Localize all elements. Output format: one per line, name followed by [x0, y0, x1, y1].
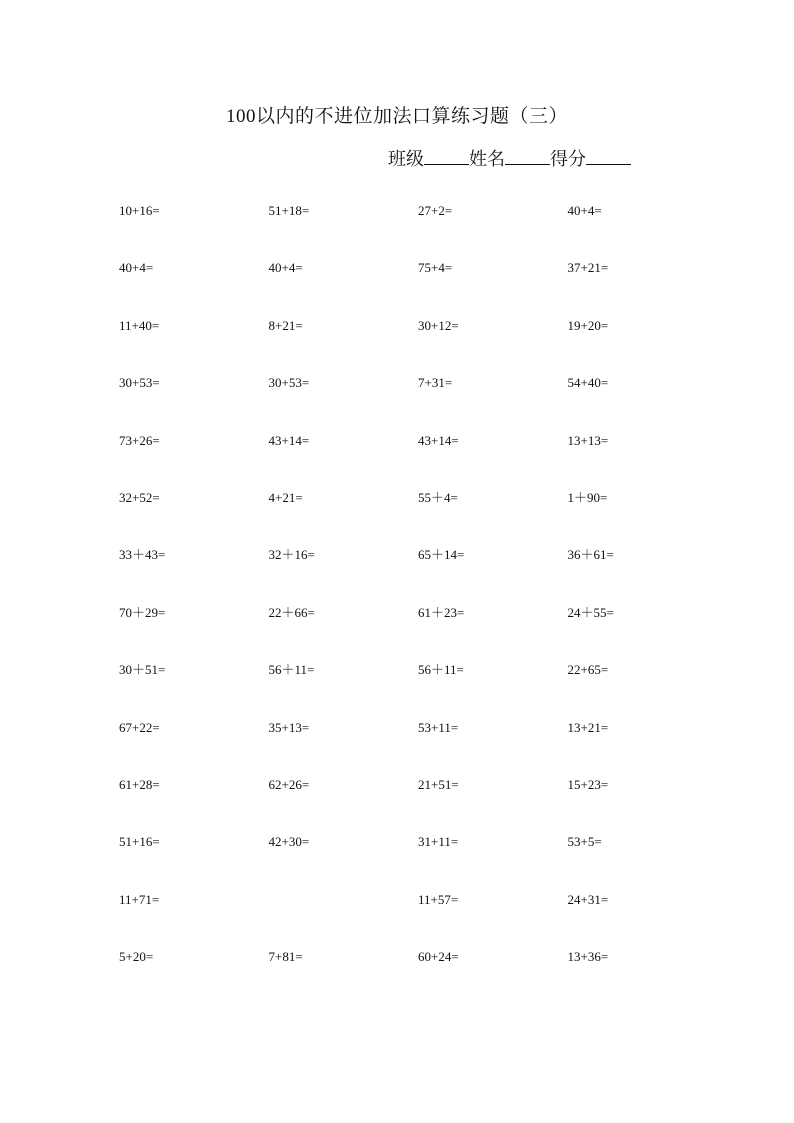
- problem-item: 53+11=: [418, 719, 459, 735]
- problem-row: [119, 947, 719, 1004]
- problem-grid: [119, 201, 719, 1004]
- problem-item: 75+4=: [418, 260, 453, 276]
- problem-item: 22＋66=: [268, 604, 315, 620]
- problem-item: 73+26=: [119, 432, 160, 448]
- problem-item: 11+71=: [119, 891, 160, 907]
- problem-item: 19+20=: [567, 317, 609, 333]
- student-info-line: [388, 146, 631, 172]
- problem-item: 35+13=: [268, 719, 310, 735]
- problem-item: 22+65=: [567, 662, 609, 678]
- problem-item: 30+53=: [119, 375, 160, 391]
- worksheet-title: 100以内的不进位加法口算练习题（三）: [225, 106, 568, 127]
- problem-item: 7+81=: [268, 949, 303, 965]
- problem-item: 13+13=: [567, 432, 609, 448]
- problem-row: [119, 832, 719, 889]
- problem-row: [119, 603, 719, 660]
- problem-item: 21+51=: [418, 776, 459, 792]
- problem-item: 40+4=: [119, 260, 154, 276]
- problem-row: [119, 775, 719, 832]
- problem-item: 40+4=: [268, 260, 303, 276]
- problem-item: 56＋11=: [418, 662, 464, 678]
- problem-item: 70＋29=: [119, 604, 166, 620]
- problem-item: 13+36=: [567, 949, 609, 965]
- name-label: 姓名: [469, 149, 505, 169]
- problem-item: 24＋55=: [567, 604, 614, 620]
- class-blank[interactable]: [424, 146, 469, 165]
- problem-item: 61+28=: [119, 776, 160, 792]
- problem-item: 11+40=: [119, 317, 160, 333]
- problem-row: [119, 890, 719, 947]
- problem-item: 1＋90=: [567, 489, 608, 505]
- problem-row: [119, 373, 719, 430]
- problem-item: 10+16=: [119, 203, 160, 218]
- problem-item: 67+22=: [119, 719, 160, 735]
- problem-item: 62+26=: [268, 776, 310, 792]
- problem-item: 65＋14=: [418, 547, 465, 563]
- problem-item: 51+18=: [268, 203, 310, 218]
- problem-row: [119, 201, 719, 258]
- problem-item: 30＋51=: [119, 662, 166, 678]
- score-label: 得分: [550, 149, 586, 169]
- problem-item: 53+5=: [567, 834, 602, 850]
- problem-item: 7+31=: [418, 375, 453, 391]
- problem-item: 30+53=: [268, 375, 310, 391]
- problem-item: 4+21=: [268, 489, 303, 505]
- problem-item: 40+4=: [567, 203, 602, 218]
- problem-row: [119, 718, 719, 775]
- problem-item: 31+11=: [418, 834, 459, 850]
- problem-item: 37+21=: [567, 260, 609, 276]
- problem-row: [119, 660, 719, 717]
- problem-row: [119, 488, 719, 545]
- problem-item: 13+21=: [567, 719, 609, 735]
- problem-item: 56＋11=: [268, 662, 315, 678]
- problem-item: 32＋16=: [268, 547, 315, 563]
- class-label: 班级: [388, 149, 424, 169]
- problem-item: 27+2=: [418, 203, 453, 218]
- problem-item: 24+31=: [567, 891, 609, 907]
- problem-item: 32+52=: [119, 489, 160, 505]
- problem-item: 55＋4=: [418, 489, 458, 505]
- problem-item: 43+14=: [268, 432, 310, 448]
- problem-item: 8+21=: [268, 317, 303, 333]
- problem-item: 61＋23=: [418, 604, 465, 620]
- problem-item: 51+16=: [119, 834, 160, 850]
- problem-item: 11+57=: [418, 891, 459, 907]
- problem-item: 43+14=: [418, 432, 459, 448]
- problem-item: 30+12=: [418, 317, 459, 333]
- problem-item: 60+24=: [418, 949, 459, 965]
- name-blank[interactable]: [505, 146, 550, 165]
- problem-item: 36＋61=: [567, 547, 614, 563]
- problem-row: [119, 316, 719, 373]
- problem-item: 33＋43=: [119, 547, 166, 563]
- problem-item: 5+20=: [119, 949, 154, 965]
- score-blank[interactable]: [586, 146, 631, 165]
- problem-item: 15+23=: [567, 776, 609, 792]
- problem-item: 54+40=: [567, 375, 609, 391]
- problem-row: [119, 258, 719, 315]
- problem-row: [119, 431, 719, 488]
- problem-row: [119, 545, 719, 602]
- problem-item: 42+30=: [268, 834, 310, 850]
- problem-item: [269, 890, 419, 947]
